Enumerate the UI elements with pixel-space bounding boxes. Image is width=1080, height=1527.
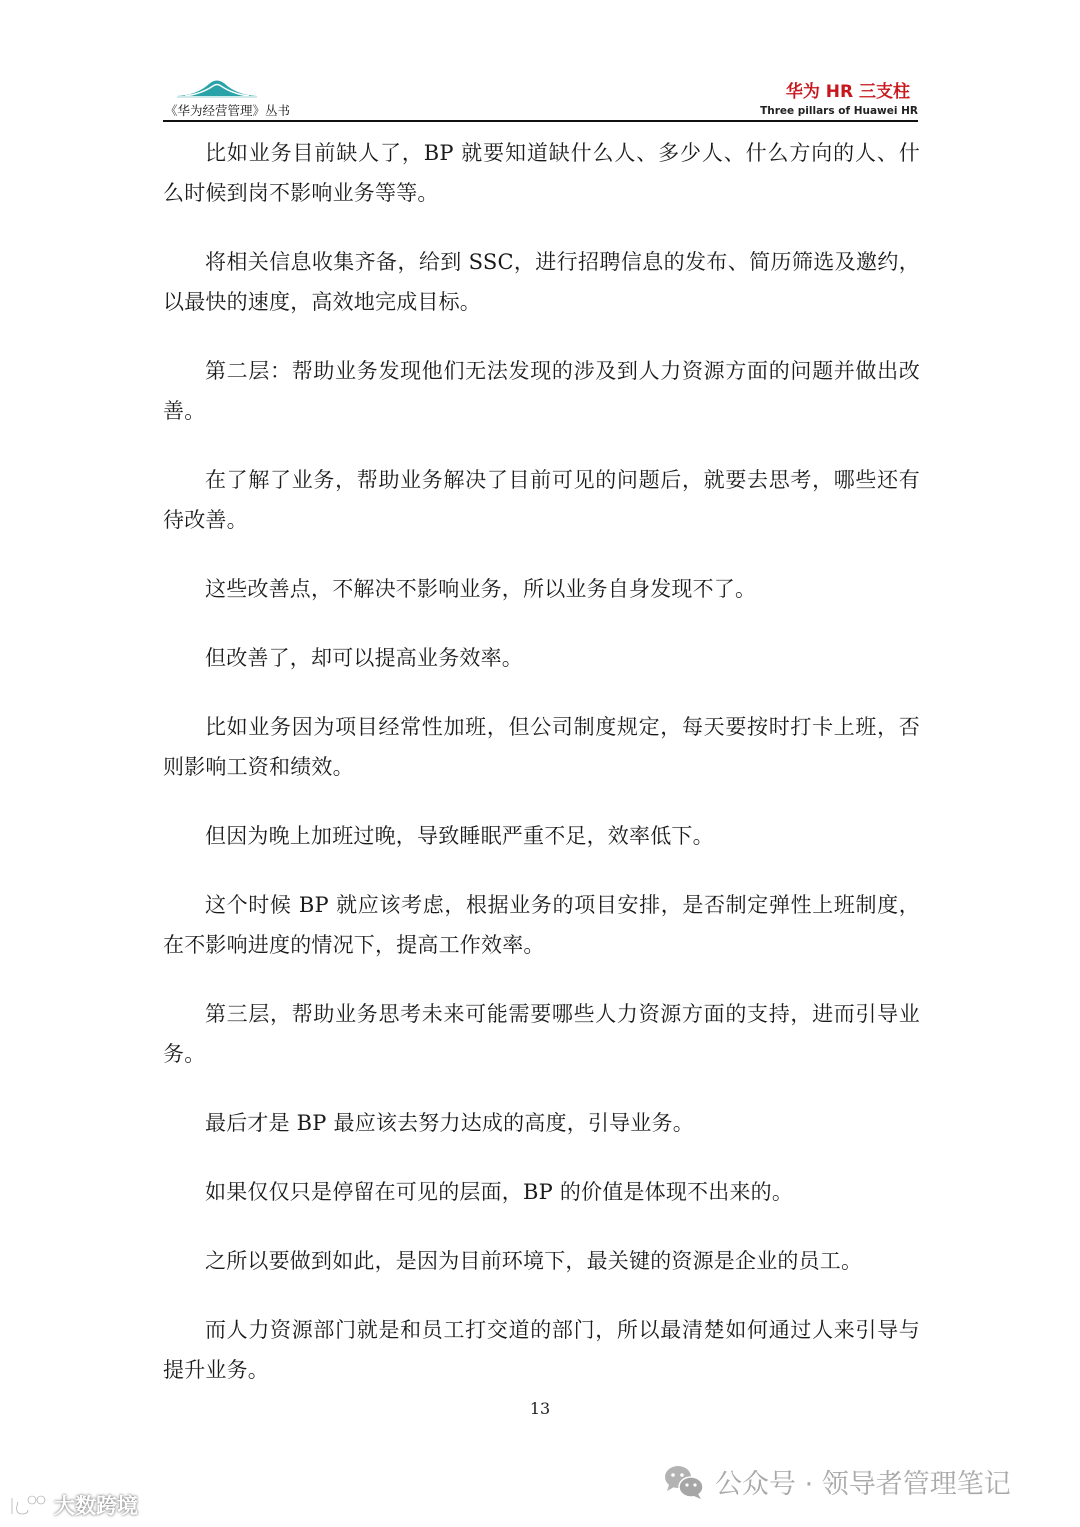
paragraph: 第二层：帮助业务发现他们无法发现的涉及到人力资源方面的问题并做出改善。 — [163, 359, 920, 423]
paragraph: 比如业务因为项目经常性加班，但公司制度规定，每天要按时打卡上班，否则影响工资和绩效。 — [163, 715, 920, 779]
header-divider — [163, 120, 918, 122]
100-badge-icon — [8, 1494, 48, 1516]
mountain-logo-icon — [177, 76, 257, 98]
paragraph: 这个时候 BP 就应该考虑，根据业务的项目安排，是否制定弹性上班制度，在不影响进度的情况下，提高工作效率。 — [163, 893, 920, 957]
paragraph: 最后才是 BP 最应该去努力达成的高度，引导业务。 — [205, 1111, 694, 1135]
paragraph: 第三层，帮助业务思考未来可能需要哪些人力资源方面的支持，进而引导业务。 — [163, 1002, 920, 1066]
brand-title: 华为 HR 三支柱 — [785, 82, 910, 102]
watermark-left — [8, 1490, 138, 1520]
watermark-right-text: 公众号 · 领导者管理笔记 — [715, 1469, 1011, 1500]
document-body — [163, 133, 920, 1390]
paragraph: 但改善了，却可以提高业务效率。 — [205, 646, 523, 670]
page-header — [163, 74, 918, 122]
paragraph: 这些改善点，不解决不影响业务，所以业务自身发现不了。 — [205, 577, 757, 601]
brand-subtitle: Three pillars of Huawei HR — [760, 105, 918, 117]
watermark-right — [663, 1462, 1011, 1501]
paragraph: 之所以要做到如此，是因为目前环境下，最关键的资源是企业的员工。 — [205, 1249, 863, 1273]
page-number: 13 — [529, 1399, 551, 1418]
paragraph: 但因为晚上加班过晚，导致睡眠严重不足，效率低下。 — [205, 824, 714, 848]
paragraph: 而人力资源部门就是和员工打交道的部门，所以最清楚如何通过人来引导与提升业务。 — [163, 1318, 920, 1382]
series-title: 《华为经营管理》丛书 — [165, 103, 291, 118]
watermark-left-text: 大数跨境 — [54, 1494, 138, 1518]
paragraph: 比如业务目前缺人了，BP 就要知道缺什么人、多少人、什么方向的人、什么时候到岗不影响业务等等。 — [163, 141, 920, 205]
paragraph: 如果仅仅只是停留在可见的层面，BP 的价值是体现不出来的。 — [205, 1180, 794, 1204]
paragraph: 在了解了业务，帮助业务解决了目前可见的问题后，就要去思考，哪些还有待改善。 — [163, 468, 920, 532]
wechat-icon — [663, 1464, 705, 1500]
paragraph: 将相关信息收集齐备，给到 SSC，进行招聘信息的发布、简历筛选及邀约，以最快的速度，高效地完成目标。 — [163, 250, 920, 314]
